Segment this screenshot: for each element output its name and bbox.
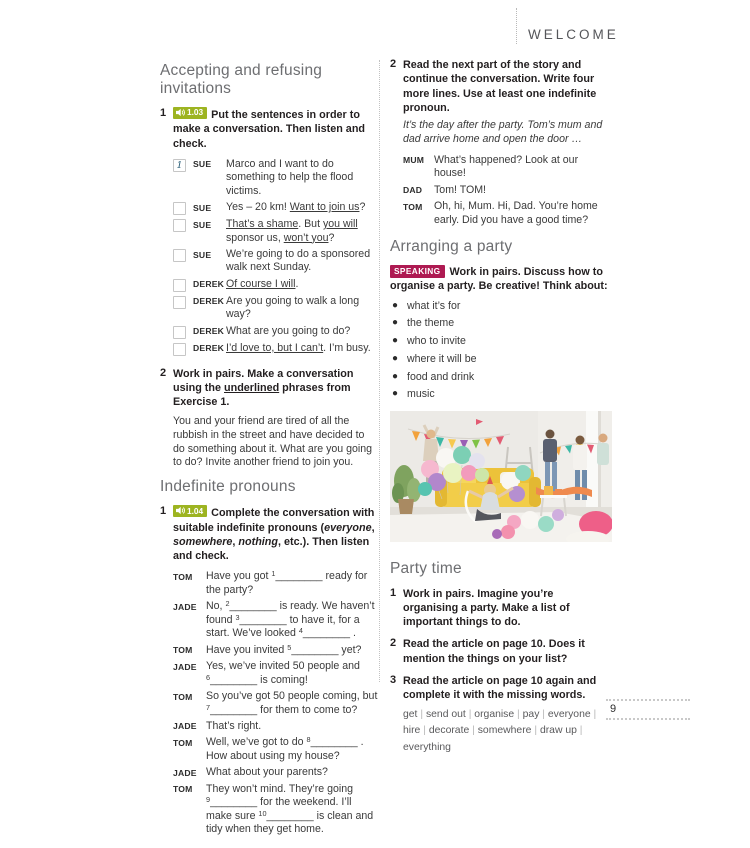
word-pool — [403, 707, 608, 755]
exercise-number: 2 — [390, 58, 397, 70]
dialogue-row — [173, 295, 379, 322]
list-item: ● where it will be — [392, 352, 477, 365]
page-number: 9 — [610, 703, 617, 715]
bullet-icon: ● — [392, 299, 399, 311]
unit-title: WELCOME — [528, 27, 619, 42]
speaker-label: TOM — [403, 201, 423, 212]
exercise-2 — [160, 367, 379, 471]
word-pool-item: draw up | — [540, 725, 583, 736]
speaker-label: TOM — [173, 571, 193, 582]
dialogue-text[interactable]: Have you got $^1$________ ready for the party? — [206, 569, 368, 596]
gap-fill-dialogue — [173, 570, 379, 836]
exercise-situation: You and your friend are tired of all the rubbish in the street and have decided to do something about it. What are you going to do? Invite another friend to join you. — [173, 414, 373, 469]
speaker-label: TOM — [173, 691, 193, 702]
word-pool-item: pay | — [523, 709, 548, 720]
footer-rule-bottom — [606, 718, 690, 720]
exercise-number: 2 — [160, 366, 167, 379]
section-title-arranging: Arranging a party — [390, 238, 513, 256]
dialogue-row — [173, 158, 379, 198]
exercise-pt-2 — [390, 637, 608, 666]
dialogue-row — [173, 644, 379, 657]
idea-list — [390, 300, 608, 402]
exercise-instruction: Read the article on page 10. Does it mention the things on your list? — [403, 638, 585, 665]
story-dialogue — [403, 154, 608, 227]
audio-track-number: 1.04 — [187, 505, 204, 516]
dialogue-text[interactable]: They won’t mind. They’re going $^9$________ for the weekend. I’ll make sure $^{10}$________ is clean and tidy when they get home. — [206, 782, 374, 836]
word-pool-item: organise | — [474, 709, 522, 720]
dialogue-row — [403, 184, 608, 197]
left-column — [160, 62, 379, 848]
dialogue-text[interactable]: Have you invited $^5$________ yet? — [206, 642, 362, 656]
list-item: ● food and drink — [392, 370, 475, 383]
dialogue-text: Of course I will. — [226, 277, 299, 290]
exercise-number: 1 — [390, 586, 397, 599]
answer-box[interactable] — [173, 326, 186, 339]
exercise-pt-3 — [390, 674, 608, 756]
speaker-label: JADE — [173, 661, 197, 672]
dialogue-text: Tom! TOM! — [434, 183, 486, 196]
answer-box[interactable] — [173, 279, 186, 292]
speaker-label: TOM — [173, 784, 193, 795]
speaker-label: DEREK — [193, 343, 225, 354]
dialogue-text: I’d love to, but I can’t. I’m busy. — [226, 341, 371, 354]
dialogue-row — [173, 325, 379, 339]
bullet-icon: ● — [392, 335, 399, 347]
dialogue-row — [173, 720, 379, 733]
list-item: ● what it’s for — [392, 299, 461, 312]
page-footer — [606, 699, 690, 720]
exercise-instruction: Read the article on page 10 again and complete it with the missing words. — [403, 674, 597, 702]
bullet-icon: ● — [392, 317, 399, 329]
answer-box[interactable] — [173, 343, 186, 356]
dialogue-row — [173, 600, 379, 640]
answer-box[interactable] — [173, 219, 186, 232]
exercise-instruction: 1.04 Complete the conversation with suitable indefinite pronouns (everyone, somewhere, nothing, etc.). Then listen and check. — [173, 505, 375, 563]
answer-box[interactable] — [173, 296, 186, 309]
dialogue-text: What are you going to do? — [226, 324, 351, 337]
dialogue-text: What’s happened? Look at our house! — [434, 153, 579, 180]
dialogue-row — [403, 154, 608, 181]
speaker-label: DAD — [403, 185, 423, 196]
bullet-icon: ● — [392, 352, 399, 364]
dialogue-text: That’s a shame. But you will sponsor us, won’t you? — [226, 218, 358, 244]
exercise-3 — [160, 505, 379, 839]
speaker-label: SUE — [193, 159, 212, 170]
list-item: ● who to invite — [392, 335, 466, 348]
dialogue-row — [173, 570, 379, 597]
dialogue-text[interactable]: Yes, we’ve invited 50 people and $^6$________ is coming! — [206, 660, 360, 686]
speaker-label: DEREK — [193, 296, 225, 307]
dialogue-row — [173, 342, 379, 356]
exercise-number: 2 — [390, 637, 397, 650]
speaker-label: TOM — [173, 737, 193, 748]
exercise-number: 3 — [390, 673, 397, 686]
word-pool-item: everything — [403, 741, 451, 753]
speaker-label: SUE — [193, 249, 212, 260]
exercise-instruction: 1.03 Put the sentences in order to make a conversation. Then listen and check. — [173, 107, 366, 150]
speaker-label: JADE — [173, 601, 197, 612]
word-pool-item: everyone | — [548, 709, 596, 720]
speaking-badge: SPEAKING — [390, 265, 445, 278]
word-pool-item: hire | — [403, 725, 429, 736]
dialogue-text: Yes – 20 km! Want to join us? — [226, 201, 366, 214]
exercise-number: 1 — [160, 505, 167, 518]
word-pool-item: decorate | — [429, 725, 478, 736]
exercise-instruction: Work in pairs. Imagine you’re organising a party. Make a list of important things to do. — [403, 587, 570, 629]
audio-track-number: 1.03 — [187, 107, 204, 118]
speaking-task: SPEAKING Work in pairs. Discuss how to organise a party. Be creative! Think about: — [390, 266, 608, 293]
speaker-label: SUE — [193, 202, 212, 213]
answer-box[interactable] — [173, 249, 186, 262]
column-divider — [379, 60, 380, 682]
list-item: ● the theme — [392, 317, 455, 330]
party-photo — [390, 411, 612, 542]
exercise-number: 1 — [160, 107, 167, 119]
dialogue-text: Oh, hi, Mum. Hi, Dad. You’re home early. Did you have a good time? — [434, 200, 598, 226]
speaker-label: DEREK — [193, 326, 225, 337]
exercise-2-story — [390, 58, 608, 230]
exercise-instruction: Work in pairs. Make a conversation using the underlined phrases from Exercise 1. — [173, 367, 354, 409]
audio-track-badge[interactable] — [173, 107, 207, 119]
dialogue-text: What about your parents? — [206, 766, 328, 779]
dialogue-row — [173, 278, 379, 292]
list-item: ● music — [392, 388, 435, 401]
dialogue-row — [173, 783, 379, 837]
dialogue-text[interactable]: So you’ve got 50 people coming, but $^7$________ for them to come to? — [206, 690, 378, 716]
word-pool-item: get | — [403, 709, 426, 720]
dialogue-row — [173, 766, 379, 779]
page-header — [516, 8, 619, 44]
speaker-icon — [176, 506, 185, 515]
dialogue-row — [173, 660, 379, 687]
dialogue-text: We’re going to do a sponsored walk next Sunday. — [226, 248, 371, 274]
dialogue-row — [173, 218, 379, 245]
speaker-label: DEREK — [193, 279, 225, 290]
section-title-pronouns: Indefinite pronouns — [160, 478, 296, 496]
dialogue-text[interactable]: Well, we’ve got to do $^8$________ . How about using my house? — [206, 735, 364, 762]
exercise-instruction: Read the next part of the story and continue the conversation. Write four more lines. Use at least one indefinite pronoun. — [403, 59, 597, 114]
dialogue-text: That’s right. — [206, 719, 262, 732]
answer-box[interactable]: 1 — [173, 159, 186, 172]
ordering-task — [173, 158, 379, 356]
dialogue-row — [403, 200, 608, 227]
dialogue-text: Marco and I want to do something to help the flood victims. — [226, 157, 354, 197]
section-title-party-time: Party time — [390, 559, 462, 577]
speaker-label: JADE — [173, 721, 197, 732]
section-title-invitations: Accepting and refusing invitations — [160, 62, 323, 97]
audio-track-badge[interactable] — [173, 505, 207, 517]
story-lead-in: It’s the day after the party. Tom’s mum and dad arrive home and open the door … — [403, 119, 603, 145]
exercise-1 — [160, 107, 379, 359]
bullet-icon: ● — [392, 370, 399, 382]
bullet-icon: ● — [392, 388, 399, 400]
word-pool-item: somewhere | — [478, 725, 540, 736]
dialogue-row — [173, 690, 379, 717]
header-divider — [516, 8, 517, 44]
exercise-pt-1 — [390, 587, 608, 630]
speaker-label: SUE — [193, 219, 212, 230]
dialogue-row — [173, 201, 379, 215]
speaker-label: JADE — [173, 767, 197, 778]
speaker-label: MUM — [403, 155, 425, 166]
dialogue-text[interactable]: No, $^2$________ is ready. We haven’t found $^3$________ to have it, for a start. We’ve looked $^4$________ . — [206, 599, 375, 640]
speaker-icon — [176, 108, 185, 117]
dialogue-row — [173, 248, 379, 275]
word-pool-item: send out | — [426, 709, 474, 720]
right-column — [390, 58, 608, 764]
speaker-label: TOM — [173, 645, 193, 656]
dialogue-text: Are you going to walk a long way? — [226, 294, 360, 321]
answer-box[interactable] — [173, 202, 186, 215]
